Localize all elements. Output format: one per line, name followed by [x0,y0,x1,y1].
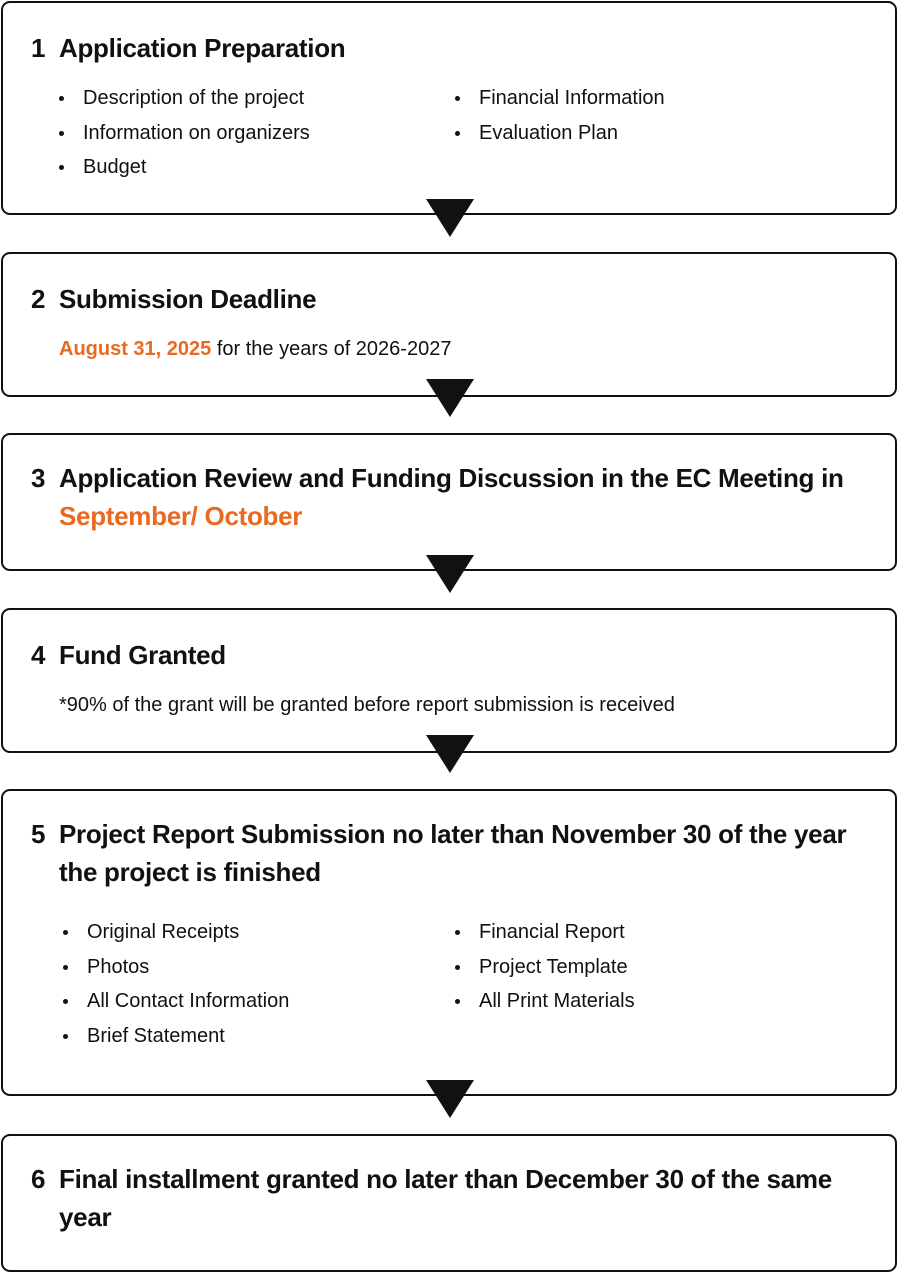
down-arrow-icon [426,555,474,593]
step-1-list-left [57,81,310,185]
list-item: Description of the project [57,81,310,116]
down-arrow-icon [426,379,474,417]
list-item: All Contact Information [61,984,289,1019]
step-5-list-left [61,915,289,1053]
step-3-title-text: Application Review and Funding Discussion in the EC Meeting in [59,463,844,493]
deadline-date: August 31, 2025 [59,338,212,360]
step-2-number: 2 [31,284,46,314]
step-5-list-right [453,915,635,1019]
list-item: Budget [57,150,310,185]
step-1-list-right [453,81,665,150]
down-arrow-icon [426,735,474,773]
step-5-title: Project Report Submission no later than November 30 of the year the project is finished [59,819,847,887]
step-2-box [1,252,897,397]
deadline-period: for the years of 2026-2027 [211,338,452,360]
step-4-box [1,608,897,753]
list-item: Brief Statement [61,1019,289,1054]
step-3-number: 3 [31,463,46,493]
step-3-box [1,433,897,571]
step-6-title: Final installment granted no later than December 30 of the same year [59,1164,832,1232]
step-1-number: 1 [31,33,46,63]
step-6-box [1,1134,897,1272]
step-4-number: 4 [31,640,46,670]
down-arrow-icon [426,199,474,237]
down-arrow-icon [426,1080,474,1118]
deadline-text [59,334,451,364]
list-item: Financial Information [453,81,665,116]
step-3-title-highlight: September/ October [59,501,303,531]
list-item: Information on organizers [57,116,310,151]
list-item: Financial Report [453,915,635,950]
step-5-box [1,789,897,1096]
list-item: Evaluation Plan [453,116,665,151]
step-6-number: 6 [31,1164,46,1194]
list-item: All Print Materials [453,984,635,1019]
step-2-title: Submission Deadline [59,284,317,314]
list-item: Project Template [453,950,635,985]
step-3-title [59,459,865,535]
step-4-note: *90% of the grant will be granted before report submission is received [59,694,675,716]
step-1-title: Application Preparation [59,33,346,63]
list-item: Original Receipts [61,915,289,950]
step-4-title: Fund Granted [59,640,226,670]
list-item: Photos [61,950,289,985]
step-1-box [1,1,897,215]
step-5-number: 5 [31,819,46,849]
